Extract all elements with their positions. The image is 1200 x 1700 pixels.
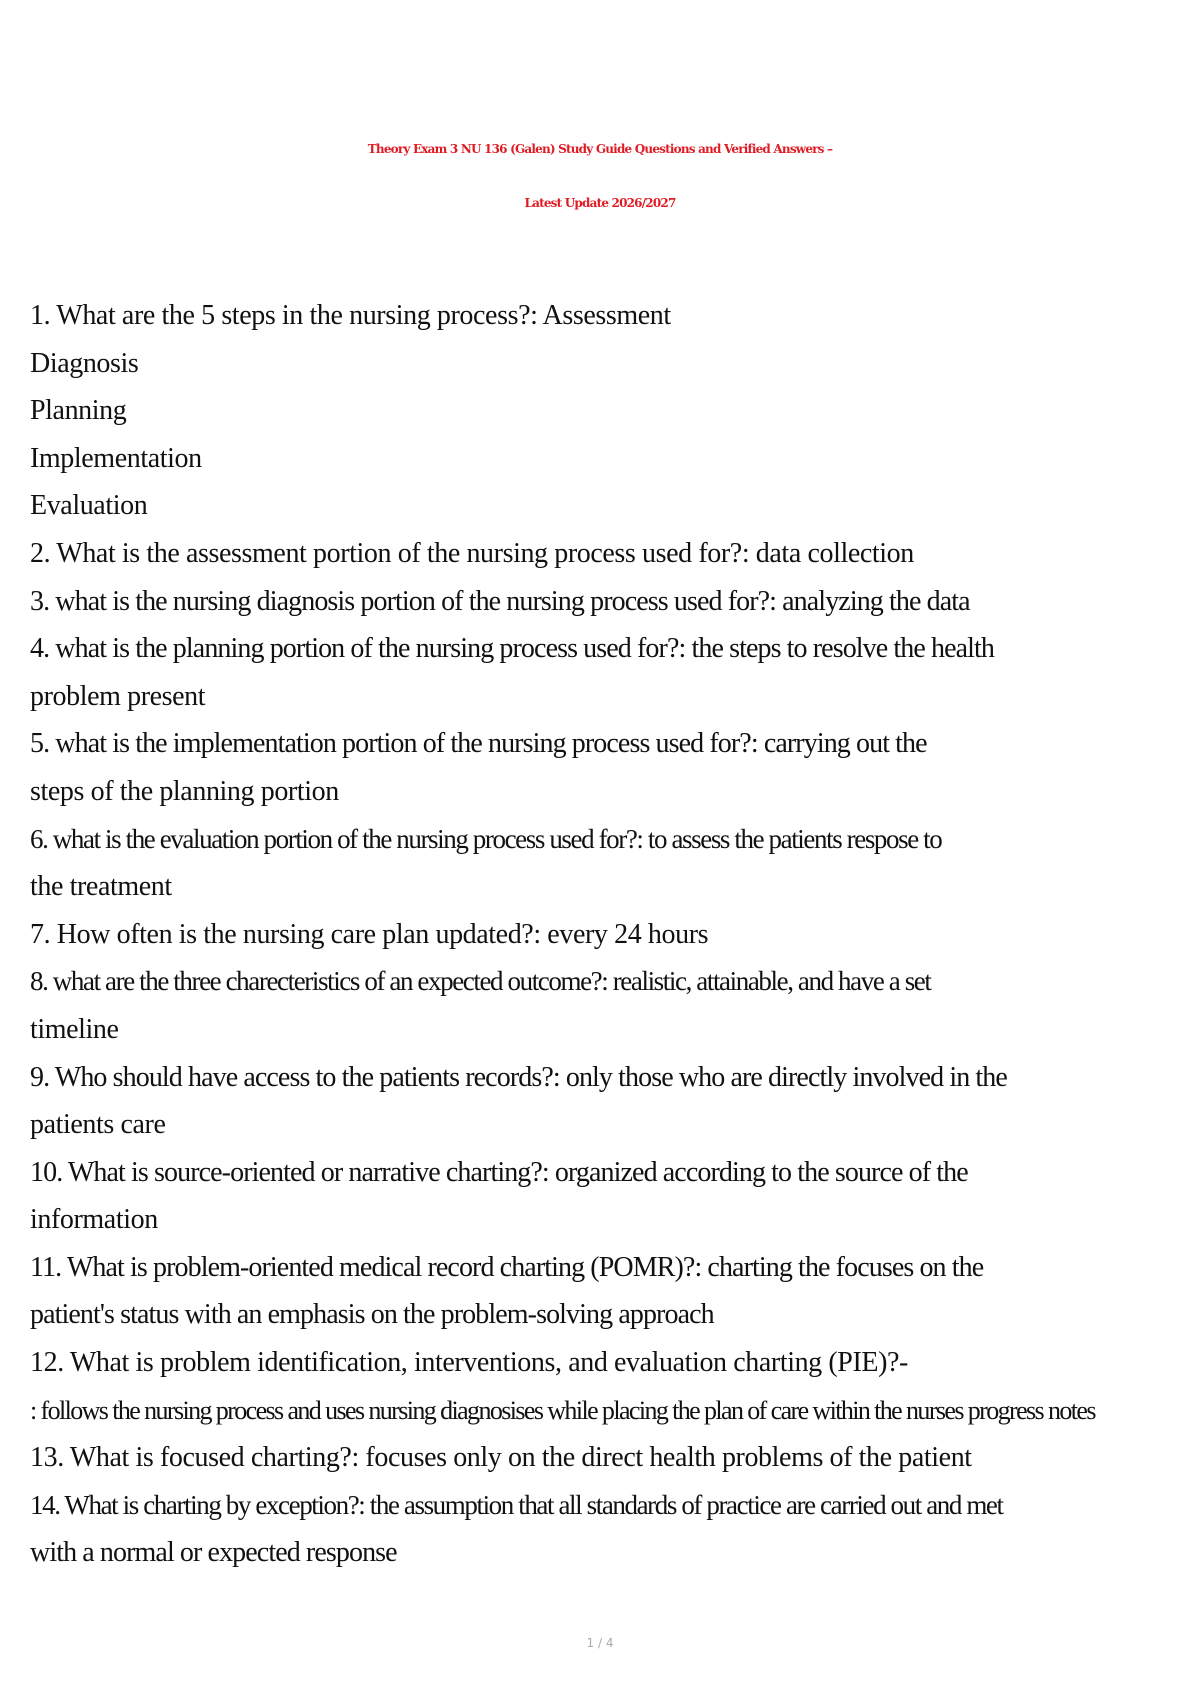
- document-body: [30, 292, 1180, 1577]
- text-line: patients care: [30, 1109, 166, 1141]
- title-line-1: Theory Exam 3 NU 136 (Galen) Study Guide Questions and Verified Answers –: [367, 142, 833, 156]
- text-line: 14. What is charting by exception?: the assumption that all standards of practice are carried out and met: [30, 1489, 1003, 1520]
- text-line: Implementation: [30, 442, 202, 474]
- page-number: 1 / 4: [586, 1636, 614, 1650]
- text-line: 11. What is problem-oriented medical record charting (POMR)?: charting the focuses on the: [30, 1251, 984, 1283]
- document-title: [0, 122, 1200, 230]
- text-line: information: [30, 1204, 158, 1236]
- text-line: Planning: [30, 395, 127, 427]
- text-line: problem present: [30, 680, 206, 712]
- text-line: Diagnosis: [30, 347, 139, 379]
- text-line: Evaluation: [30, 490, 148, 522]
- text-line: 2. What is the assessment portion of the nursing process used for?: data collection: [30, 537, 914, 569]
- text-line: 6. what is the evaluation portion of the nursing process used for?: to assess the patients respose to: [30, 823, 942, 854]
- text-line: the treatment: [30, 871, 172, 903]
- text-line: 8. what are the three charecteristics of an expected outcome?: realistic, attainable, and have a set: [30, 966, 931, 997]
- title-line-2: Latest Update 2026/2027: [524, 196, 676, 210]
- text-line: : follows the nursing process and uses nursing diagnosises while placing the plan of care within the nurses progress notes: [30, 1395, 1095, 1425]
- text-line: 10. What is source-oriented or narrative charting?: organized according to the source of the: [30, 1156, 968, 1188]
- text-line: with a normal or expected response: [30, 1537, 397, 1569]
- text-line: timeline: [30, 1013, 119, 1045]
- text-line: 3. what is the nursing diagnosis portion of the nursing process used for?: analyzing the data: [30, 585, 970, 617]
- text-line: 4. what is the planning portion of the nursing process used for?: the steps to resolve the health: [30, 633, 995, 665]
- text-line: 5. what is the implementation portion of the nursing process used for?: carrying out the: [30, 728, 927, 760]
- text-line: steps of the planning portion: [30, 775, 339, 807]
- text-line: 13. What is focused charting?: focuses only on the direct health problems of the patient: [30, 1442, 972, 1474]
- text-line: patient's status with an emphasis on the problem-solving approach: [30, 1299, 714, 1331]
- text-line: 7. How often is the nursing care plan updated?: every 24 hours: [30, 918, 709, 950]
- text-line: 9. Who should have access to the patients records?: only those who are directly involved in the: [30, 1061, 1007, 1093]
- text-line: 12. What is problem identification, interventions, and evaluation charting (PIE)?-: [30, 1347, 908, 1379]
- text-line: 1. What are the 5 steps in the nursing process?: Assessment: [30, 300, 671, 331]
